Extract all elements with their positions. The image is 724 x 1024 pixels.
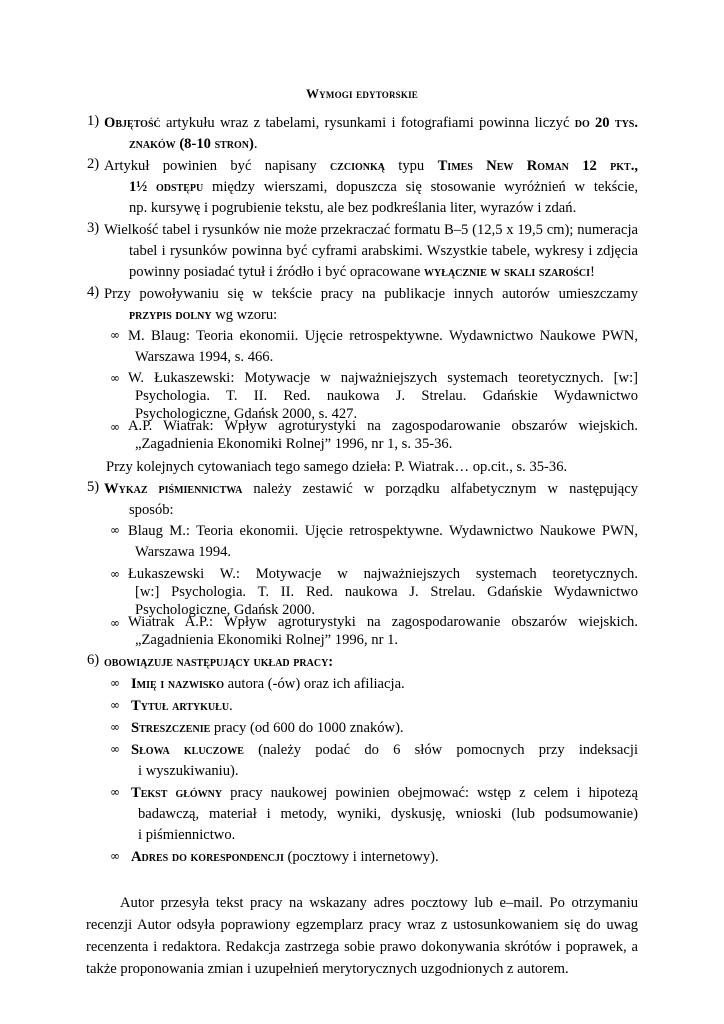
list-bullet-icon: ∞ bbox=[110, 328, 120, 342]
structure-item-main-text-line-1: Tekst główny pracy naukowej powinien obejmować: wstęp z celem i hipotezą bbox=[131, 785, 639, 801]
section-5-number: 5) bbox=[87, 479, 100, 495]
bibliography-example-3-line-2: „Zagadnienia Ekonomiki Rolnej” 1996, nr 1. bbox=[135, 632, 399, 648]
list-bullet-icon: ∞ bbox=[110, 698, 120, 712]
page-title: Wymogi edytorskie bbox=[305, 86, 418, 101]
section-4-line-1: Przy powoływaniu się w tekście pracy na publikacje innych autorów umieszczamy bbox=[104, 286, 638, 302]
structure-item-correspondence: Adres do korespondencji (pocztowy i internetowy). bbox=[131, 849, 439, 865]
list-bullet-icon: ∞ bbox=[110, 676, 120, 690]
section-6-heading: obowiązuje następujący układ pracy: bbox=[104, 654, 334, 670]
list-bullet-icon: ∞ bbox=[110, 523, 120, 537]
list-bullet-icon: ∞ bbox=[110, 567, 120, 581]
bibliography-example-2-line-2: [w:] Psychologia. T. II. Red. naukowa J. Strelau. Gdańskie Wydawnictwo bbox=[135, 584, 638, 600]
footnote-example-3-line-1: A.P. Wiatrak: Wpływ agroturystyki na zagospodarowanie obszarów wiejskich. bbox=[128, 418, 638, 434]
footnote-example-1-line-2: Warszawa 1994, s. 466. bbox=[135, 349, 274, 365]
bibliography-example-1-line-1: Blaug M.: Teoria ekonomii. Ujęcie retrospektywne. Wydawnictwo Naukowe PWN, bbox=[128, 523, 638, 539]
list-bullet-icon: ∞ bbox=[110, 420, 120, 434]
section-2-line-3: np. kursywę i pogrubienie tekstu, ale bez podkreślania liter, wyrazów i zdań. bbox=[129, 200, 577, 216]
section-2-line-1: Artykuł powinien być napisany czcionką typu Times New Roman 12 pkt., bbox=[104, 158, 638, 174]
section-2-line-2: 1½ odstępu między wierszami, dopuszcza się stosowanie wyróżnień w tekście, bbox=[129, 179, 638, 195]
structure-item-keywords-line-1: Słowa kluczowe (należy podać do 6 słów pomocnych przy indeksacji bbox=[131, 742, 638, 758]
footnote-example-2-line-1: W. Łukaszewski: Motywacje w najważniejszych systemach teoretycznych. [w:] bbox=[128, 370, 638, 386]
list-bullet-icon: ∞ bbox=[110, 785, 120, 799]
section-4-footer: Przy kolejnych cytowaniach tego samego dzieła: P. Wiatrak… op.cit., s. 35-36. bbox=[106, 459, 568, 475]
bibliography-example-1-line-2: Warszawa 1994. bbox=[135, 544, 232, 560]
section-1-line-1: Objętość artykułu wraz z tabelami, rysunkami i fotografiami powinna liczyć do 20 tys. bbox=[104, 115, 638, 131]
list-bullet-icon: ∞ bbox=[110, 742, 120, 756]
section-3-line-3: powinny posiadać tytuł i źródło i być opracowane wyłącznie w skali szarości! bbox=[129, 264, 595, 280]
section-5-line-2: sposób: bbox=[129, 502, 174, 518]
section-4-line-2: przypis dolny wg wzoru: bbox=[129, 307, 278, 323]
bibliography-example-2-line-3: Psychologiczne, Gdańsk 2000. bbox=[135, 602, 315, 618]
bibliography-example-3-line-1: Wiatrak A.P.: Wpływ agroturystyki na zagospodarowanie obszarów wiejskich. bbox=[128, 614, 638, 630]
footnote-example-2-line-3: Psychologiczne, Gdańsk 2000, s. 427. bbox=[135, 406, 358, 422]
structure-item-main-text-line-2: badawczą, materiał i metody, wyniki, dyskusję, wnioski (lub podsumowanie) bbox=[138, 806, 638, 822]
section-3-number: 3) bbox=[87, 220, 100, 236]
list-bullet-icon: ∞ bbox=[110, 720, 120, 734]
list-bullet-icon: ∞ bbox=[110, 849, 120, 863]
section-5-line-1: Wykaz piśmiennictwa należy zestawić w porządku alfabetycznym w następujący bbox=[104, 481, 638, 497]
list-bullet-icon: ∞ bbox=[110, 371, 120, 385]
structure-item-keywords-line-2: i wyszukiwaniu). bbox=[138, 763, 239, 779]
section-6-number: 6) bbox=[87, 652, 100, 668]
closing-paragraph: Autor przesyła tekst pracy na wskazany adres pocztowy lub e–mail. Po otrzymaniu recenzji Autor odsyła poprawiony egzemplarz pracy wraz z ustosunkowaniem się do uwag recenzenta i redaktora. Redakcja zastrzega sobie prawo dokonywania skrótów i poprawek, a także proponowania zmian i uzupełnień merytorycznych uzgodnionych z autorem. bbox=[86, 895, 638, 977]
footnote-example-1-line-1: M. Blaug: Teoria ekonomii. Ujęcie retrospektywne. Wydawnictwo Naukowe PWN, bbox=[128, 328, 638, 344]
structure-item-abstract: Streszczenie pracy (od 600 do 1000 znaków). bbox=[131, 720, 404, 736]
list-bullet-icon: ∞ bbox=[110, 616, 120, 630]
bibliography-example-2-line-1: Łukaszewski W.: Motywacje w najważniejszych systemach teoretycznych. bbox=[128, 566, 638, 582]
structure-item-author: Imię i nazwisko autora (-ów) oraz ich afiliacja. bbox=[131, 676, 405, 692]
section-2-number: 2) bbox=[87, 156, 100, 172]
section-4-number: 4) bbox=[87, 284, 100, 300]
section-1-line-2: znaków (8-10 stron). bbox=[129, 136, 258, 152]
section-3-line-1: Wielkość tabel i rysunków nie może przekraczać formatu B–5 (12,5 x 19,5 cm); numeracja bbox=[104, 222, 638, 238]
footnote-example-3-line-2: „Zagadnienia Ekonomiki Rolnej” 1996, nr 1, s. 35-36. bbox=[135, 436, 453, 452]
section-1-number: 1) bbox=[87, 113, 100, 129]
structure-item-main-text-line-3: i piśmiennictwo. bbox=[138, 827, 236, 843]
footnote-example-2-line-2: Psychologia. T. II. Red. naukowa J. Strelau. Gdańskie Wydawnictwo bbox=[135, 388, 638, 404]
structure-item-title: Tytuł artykułu. bbox=[131, 698, 233, 714]
section-3-line-2: tabel i rysunków powinna być cyframi arabskimi. Wszystkie tabele, wykresy i zdjęcia bbox=[129, 243, 638, 259]
